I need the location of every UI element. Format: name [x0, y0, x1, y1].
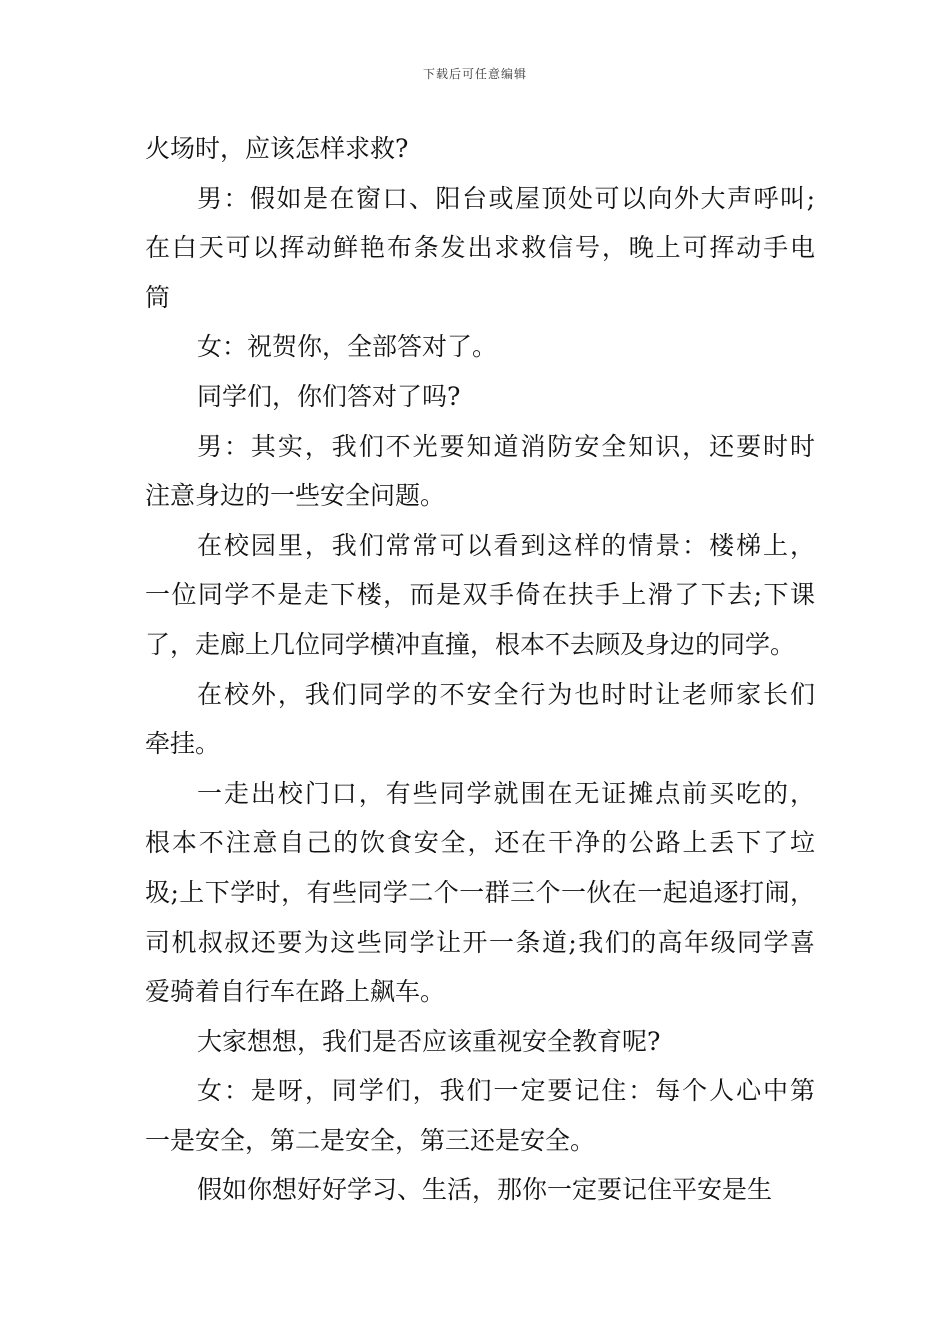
document-body [145, 124, 815, 1215]
paragraph-line: 在校外，我们同学的不安全行为也时时让老师家长们 [197, 679, 815, 709]
paragraph-line: 牵挂。 [145, 729, 221, 759]
paragraph-line: 女：是呀，同学们，我们一定要记住：每个人心中第 [197, 1076, 815, 1106]
paragraph-line: 在校园里，我们常常可以看到这样的情景：楼梯上， [197, 530, 815, 560]
paragraph-line: 司机叔叔还要为这些同学让开一条道;我们的高年级同学喜 [145, 927, 815, 957]
paragraph-line: 了，走廊上几位同学横冲直撞，根本不去顾及身边的同学。 [145, 629, 796, 659]
paragraph-line: 注意身边的一些安全问题。 [145, 481, 446, 511]
paragraph-line: 一是安全，第二是安全，第三还是安全。 [145, 1125, 596, 1155]
paragraph-line: 女：祝贺你，全部答对了。 [197, 332, 498, 362]
paragraph-line: 一走出校门口，有些同学就围在无证摊点前买吃的， [197, 778, 815, 808]
paragraph-line: 筒 [145, 282, 171, 312]
paragraph-line: 一位同学不是走下楼，而是双手倚在扶手上滑了下去;下课 [145, 580, 815, 610]
paragraph-line: 在白天可以挥动鲜艳布条发出求救信号，晚上可挥动手电 [145, 233, 815, 263]
paragraph-line: 男：假如是在窗口、阳台或屋顶处可以向外大声呼叫; [197, 183, 815, 213]
paragraph-line: 圾;上下学时，有些同学二个一群三个一伙在一起追逐打闹， [145, 877, 815, 907]
paragraph-line: 大家想想，我们是否应该重视安全教育呢? [197, 1026, 661, 1056]
paragraph-line: 同学们，你们答对了吗? [197, 381, 461, 411]
page-header: 下载后可任意编辑 [422, 67, 527, 81]
paragraph-line: 爱骑着自行车在路上飙车。 [145, 977, 446, 1007]
paragraph-line: 假如你想好好学习、生活，那你一定要记住平安是生 [197, 1175, 773, 1205]
paragraph-line: 火场时，应该怎样求救? [145, 134, 409, 163]
paragraph-line: 男：其实，我们不光要知道消防安全知识，还要时时 [197, 431, 815, 461]
paragraph-line: 根本不注意自己的饮食安全，还在干净的公路上丢下了垃 [145, 828, 815, 858]
